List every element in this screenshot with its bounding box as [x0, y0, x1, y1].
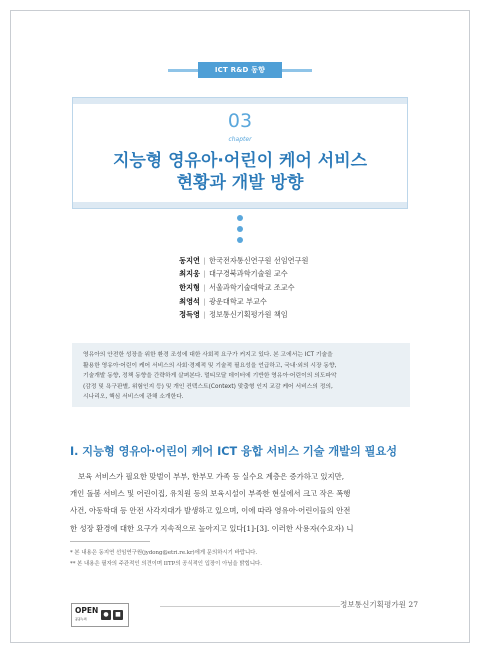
author-name: 동지연 [179, 255, 200, 265]
footnote-divider [70, 541, 150, 542]
author-separator: | [203, 311, 206, 320]
dot-icon [237, 237, 243, 243]
chapter-title-line-1: 지능형 영유아·어린이 케어 서비스 [112, 151, 368, 171]
abstract-line: 시나리오, 핵심 서비스에 관해 소개한다. [83, 394, 184, 401]
body-paragraph [70, 468, 412, 537]
logo-subtext: 공공누리 [75, 617, 87, 621]
body-line: 한 성장 환경에 대한 요구가 지속적으로 높아지고 있다[1]-[3]. 이러한 사용자(수요자) 니 [70, 523, 354, 533]
footnote: * 본 내용은 동지연 선임연구원(jydong@etri.re.kr)에게 문의하시기 바랍니다. [70, 550, 258, 556]
header-bar-right [282, 69, 312, 72]
author-row [172, 268, 392, 282]
section-tag: ICT R&D 동향 [198, 62, 282, 78]
author-row [172, 254, 392, 268]
body-line: 보육 서비스가 필요한 맞벌이 부부, 한부모 가족 등 실수요 계층은 증가하고 있지만, [78, 472, 345, 481]
author-separator: | [203, 256, 206, 265]
page-footer: 정보통신기획평가원 27 [340, 600, 419, 609]
chapter-title [73, 150, 407, 194]
author-row [172, 281, 392, 295]
abstract-line: 활용한 영유아·어린이 케어 서비스의 사회·경제적 및 기술적 필요성을 언급하고, 국내·외의 시장 동향, [83, 362, 337, 369]
chapter-label: chapter [228, 136, 252, 143]
license-icons [101, 610, 123, 620]
author-separator: | [203, 297, 206, 306]
author-row [172, 308, 392, 322]
dot-icon [237, 215, 243, 221]
author-affiliation: 광운대학교 부교수 [209, 296, 267, 306]
footnote: ** 본 내용은 필자의 주관적인 의견이며 IITP의 공식적인 입장이 아님을 밝힙니다. [70, 561, 262, 568]
author-separator: | [203, 270, 206, 279]
header-bar-left [168, 69, 198, 72]
abstract-line: 영유아의 안전한 성장을 위한 환경 조성에 대한 사회적 요구가 커지고 있다. 본 고에서는 ICT 기술을 [83, 352, 333, 358]
open-license-logo [71, 603, 129, 627]
author-name: 최영석 [179, 296, 200, 306]
author-name: 한지형 [179, 282, 200, 292]
author-list [172, 254, 392, 322]
body-line: 사건, 아동학대 등 안전 사각지대가 발생하고 있으며, 이에 따라 영유아·어린이들의 안전 [70, 506, 351, 516]
author-separator: | [203, 283, 206, 292]
decorative-dots [237, 215, 244, 248]
abstract-line: (감정 및 욕구판별, 위험인지 등) 및 개인 컨텍스트(Context) 맞춤형 인지 교감 케어 서비스의 정의, [83, 383, 333, 390]
noncommercial-icon: ■ [113, 610, 123, 620]
dot-icon [237, 226, 243, 232]
abstract-line: 기술개발 동향, 정책 동향을 간략하게 살펴본다. 멀티모달 데이터에 기반한 영유아·어린이의 의도파악 [83, 373, 337, 380]
chapter-number: 03 [227, 110, 253, 132]
section-heading: I. 지능형 영유아·어린이 케어 ICT 융합 서비스 기술 개발의 필요성 [70, 445, 398, 458]
author-affiliation: 서울과학기술대학교 조교수 [209, 282, 295, 292]
logo-text: OPEN 공공누리 [75, 607, 101, 623]
attribution-icon: ● [101, 610, 111, 620]
abstract-box [72, 343, 410, 407]
author-name: 최지웅 [179, 269, 200, 279]
chapter-title-box [72, 97, 408, 209]
author-name: 정득영 [179, 310, 200, 320]
author-affiliation: 한국전자통신연구원 선임연구원 [209, 255, 309, 265]
body-line: 개인 돌봄 서비스 및 어린이집, 유치원 등의 보육시설이 부족한 현실에서 크고 작은 폭행 [70, 489, 351, 499]
footer-divider [160, 606, 340, 607]
author-affiliation: 정보통신기획평가원 책임 [209, 310, 288, 320]
footnotes [70, 548, 412, 571]
author-row [172, 295, 392, 309]
author-affiliation: 대구경북과학기술원 교수 [209, 269, 288, 279]
chapter-title-line-2: 현황과 개발 방향 [176, 173, 304, 193]
